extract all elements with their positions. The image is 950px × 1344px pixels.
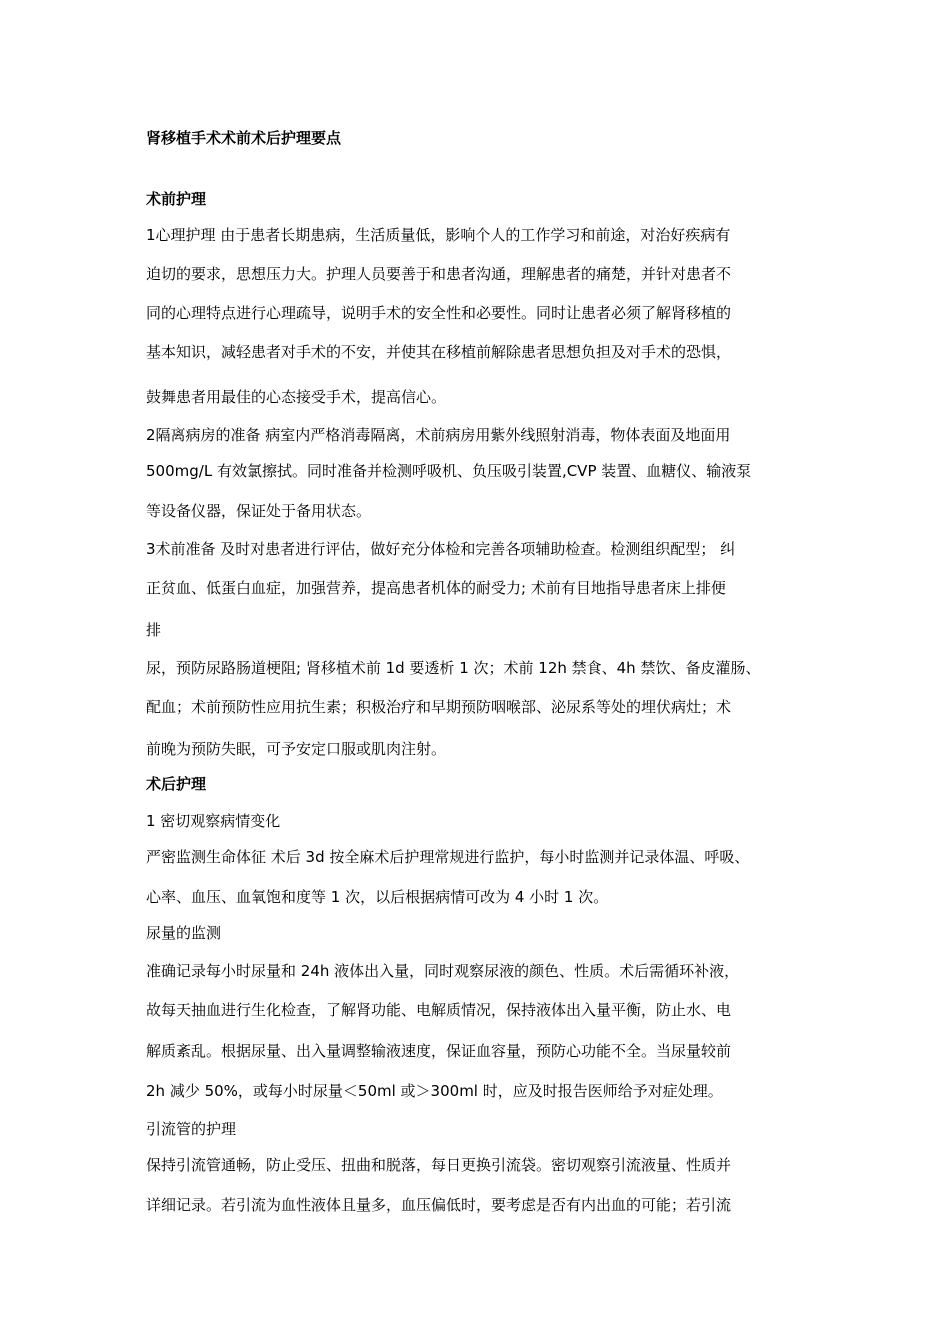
paragraph-line: 1 密切观察病情变化 xyxy=(146,812,281,830)
paragraph-line: 配血；术前预防性应用抗生素；积极治疗和早期预防咽喉部、泌尿系等处的埋伏病灶；术 xyxy=(146,698,732,716)
paragraph-line: 2h 减少 50%，或每小时尿量＜50ml 或＞300ml 时，应及时报告医师给予对症处理。 xyxy=(146,1082,723,1100)
paragraph-line: 迫切的要求，思想压力大。护理人员要善于和患者沟通，理解患者的痛楚，并针对患者不 xyxy=(146,265,732,283)
document-title: 肾移植手术术前术后护理要点 xyxy=(146,129,342,147)
paragraph-line: 3术前准备 及时对患者进行评估，做好充分体检和完善各项辅助检查。检测组织配型； 纠 xyxy=(146,540,736,558)
paragraph-line: 保持引流管通畅，防止受压、扭曲和脱落，每日更换引流袋。密切观察引流液量、性质并 xyxy=(146,1156,732,1174)
paragraph-line: 同的心理特点进行心理疏导，说明手术的安全性和必要性。同时让患者必须了解肾移植的 xyxy=(146,304,732,322)
paragraph-line: 2隔离病房的准备 病室内严格消毒隔离，术前病房用紫外线照射消毒，物体表面及地面用 xyxy=(146,426,731,444)
subsection-heading: 引流管的护理 xyxy=(146,1120,237,1138)
paragraph-line: 基本知识，减轻患者对手术的不安，并使其在移植前解除患者思想负担及对手术的恐惧， xyxy=(146,343,732,361)
subsection-heading: 尿量的监测 xyxy=(146,924,222,942)
paragraph-line: 尿，预防尿路肠道梗阻; 肾移植术前 1d 要透析 1 次；术前 12h 禁食、4h 禁饮、备皮灌肠、 xyxy=(146,659,761,677)
paragraph-line: 1心理护理 由于患者长期患病，生活质量低，影响个人的工作学习和前途，对治好疾病有 xyxy=(146,226,731,244)
section-heading-postop: 术后护理 xyxy=(146,775,207,793)
paragraph-line: 心率、血压、血氧饱和度等 1 次，以后根据病情可改为 4 小时 1 次。 xyxy=(146,888,609,906)
paragraph-line: 详细记录。若引流为血性液体且量多，血压偏低时，要考虑是否有内出血的可能；若引流 xyxy=(146,1196,732,1214)
paragraph-line: 正贫血、低蛋白血症，加强营养，提高患者机体的耐受力; 术前有目地指导患者床上排便 xyxy=(146,579,726,597)
paragraph-line: 等设备仪器，保证处于备用状态。 xyxy=(146,502,372,520)
paragraph-line: 准确记录每小时尿量和 24h 液体出入量，同时观察尿液的颜色、性质。术后需循环补液， xyxy=(146,962,740,980)
paragraph-line: 500mg/L 有效氯擦拭。同时准备并检测呼吸机、负压吸引装置,CVP 装置、血糖仪、输液泵 xyxy=(146,462,752,480)
paragraph-line: 严密监测生命体征 术后 3d 按全麻术后护理常规进行监护，每小时监测并记录体温、呼吸、 xyxy=(146,848,750,866)
paragraph-line: 排 xyxy=(146,621,162,639)
paragraph-line: 鼓舞患者用最佳的心态接受手术，提高信心。 xyxy=(146,388,447,406)
section-heading-preop: 术前护理 xyxy=(146,190,207,208)
paragraph-line: 解质紊乱。根据尿量、出入量调整输液速度，保证血容量，预防心功能不全。当尿量较前 xyxy=(146,1042,732,1060)
paragraph-line: 故每天抽血进行生化检查，了解肾功能、电解质情况，保持液体出入量平衡，防止水、电 xyxy=(146,1001,732,1019)
paragraph-line: 前晚为预防失眠，可予安定口服或肌肉注射。 xyxy=(146,740,447,758)
